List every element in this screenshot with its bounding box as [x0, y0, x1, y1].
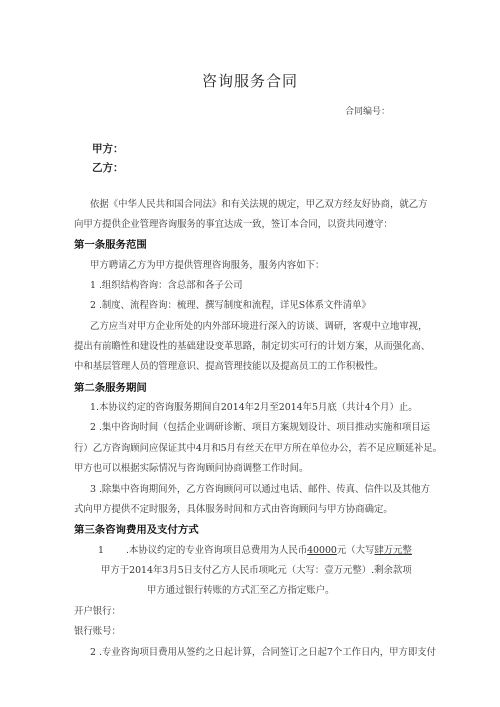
bank-name-label: 开户银行：	[74, 606, 121, 617]
section-3-heading: 第三条咨询费用及支付方式	[74, 524, 199, 536]
section-3-transfer-line: 甲方通过银行转账的方式汇至乙方指定账户。	[147, 585, 335, 596]
section-3-clause-2: 2 .专业咨询项目费用从签约之日起计算，合同签订之日起7个工作日内，甲方即支付	[90, 647, 437, 658]
section-2-clause-2-line-2: 行）乙方咨询顾问应保证其中4月和5月有丝天在甲方所在单位办公，若不足应顺延补足。	[74, 443, 443, 454]
section-1-item-2: 2 .制度、流程咨询：梳理、撰写制度和流程，详见S体系文件清单》	[90, 300, 371, 311]
section-1-paragraph-line-1: 乙方应当对甲方企业所处的内外部环境进行深入的访谈、调研，客观中立地审视，	[90, 321, 428, 332]
section-1-paragraph-line-3: 中和基层管理人员的管理意识、提高管理技能以及提高员工的工作积极性。	[74, 361, 384, 372]
preamble-line-2: 向甲方提供企业管理咨询服务的事宜达成一致，签订本合同，以资共同遵守：	[74, 219, 393, 230]
page-title: 咨询服务合同	[201, 72, 298, 90]
contract-number-label: 合同编号：	[345, 107, 391, 117]
section-1-intro: 甲方聘请乙方为甲方提供管理咨询服务，服务内容如下：	[90, 260, 325, 271]
clause-text: .本协议约定的专业咨询项目总费用为人民币	[125, 545, 308, 556]
section-2-clause-3-line-2: 式向甲方提供不定时服务，具体服务时间和方式由咨询顾问与甲方协商确定。	[74, 504, 393, 515]
section-3-clause-1	[98, 543, 412, 559]
party-b-label: 乙方：	[92, 162, 124, 174]
section-3-payment-line: 甲方于2014年3月5日支付乙方人民币项叱元（大写：壹万元整）.剩余款项	[101, 565, 412, 576]
section-2-clause-2-line-3: 甲方也可以根据实际情况与咨询顾问协商调整工作时间。	[74, 463, 309, 474]
section-2-clause-3-line-1: 3 .除集中咨询期间外，乙方咨询顾问可以通过电话、邮件、传真、信件以及其他方	[90, 484, 431, 495]
section-2-heading: 第二条服务期间	[74, 382, 147, 394]
section-1-heading: 第一条服务范围	[74, 239, 147, 251]
fee-mid-text: 元（大写	[336, 545, 375, 556]
fee-amount: 40000	[307, 545, 337, 556]
party-a-label: 甲方：	[92, 143, 124, 155]
section-2-clause-2-line-1: 2 .集中咨询时间（包括企业调研诊断、项目方案规划设计、项目推动实施和项目运	[90, 422, 431, 433]
clause-number: 1	[98, 545, 104, 556]
section-1-paragraph-line-2: 提出有前瞻性和建设性的基础建设变革思路，制定切实可行的计划方案，从而强化高、	[74, 341, 431, 352]
section-1-item-1: 1 .组织结构咨询：含总部和各子公司	[90, 280, 243, 291]
fee-amount-upper: 肆万元整	[374, 545, 412, 556]
preamble-line-1: 依据《中华人民共和国合同法》和有关法规的规定，甲乙双方经友好协商，就乙方	[90, 199, 428, 210]
section-2-clause-1: 1.本协议约定的咨询服务期间自2014年2月至2014年5月底（共计4个月）止。	[90, 402, 418, 413]
bank-account-label: 银行账号：	[74, 626, 121, 637]
